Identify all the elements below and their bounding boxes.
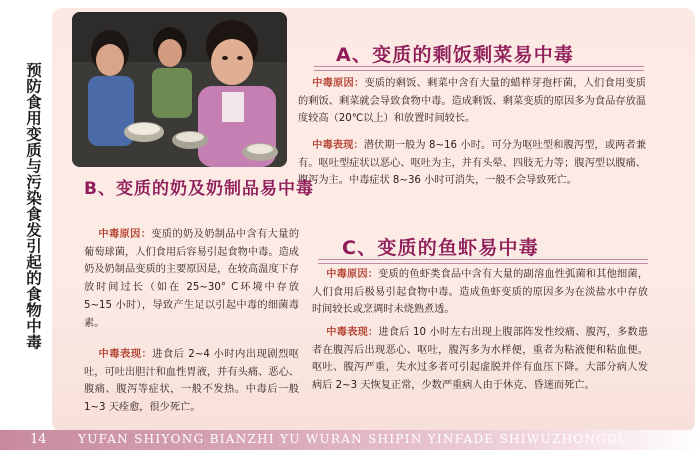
- children-photo: [72, 12, 287, 167]
- symptom-label: 中毒表现：: [98, 349, 153, 360]
- leftovers-cause-paragraph: [298, 75, 646, 128]
- symptom-label: 中毒表现：: [312, 140, 364, 151]
- cause-text: 变质的剩饭、剩菜中含有大量的蜡样芽孢杆菌，人们食用变质的剩饭、剩菜就会导致食物中毒。造成剩饭、剩菜变质的原因多为食品存放温度较高（20℃以上）和放置时间较长。: [298, 78, 646, 125]
- leftovers-symptom-paragraph: [298, 137, 646, 190]
- heading-seafood: C、变质的鱼虾易中毒: [342, 237, 539, 259]
- symptom-text: 潜伏期一般为 8~16 小时。可分为呕吐型和腹泻型，或两者兼有。呕吐型症状以恶心、呕吐为主，并有头晕、四肢无力等；腹泻型以腹痛、腹泻为主。中毒症状 8~36 小时可消失，一般不会导致死亡。: [298, 140, 646, 187]
- dairy-cause-paragraph: [84, 226, 299, 332]
- heading-rule: [314, 66, 644, 71]
- symptom-text: 进食后 2~4 小时内出现剧烈呕吐，可吐出胆汁和血性胃液，并有头痛、恶心、腹痛、腹泻等症状，一般不发热。中毒后一般 1~3 天痊愈，很少死亡。: [84, 349, 299, 414]
- children-photo-illustration: [72, 12, 287, 167]
- cause-text: 变质的鱼虾类食品中含有大量的副溶血性弧菌和其他细菌，人们食用后极易引起食物中毒。造成鱼虾变质的原因多为在淡盐水中存放时间较长或烹调时未烧熟煮透。: [312, 269, 649, 316]
- seafood-cause-paragraph: [312, 266, 648, 319]
- cause-label: 中毒原因：: [312, 78, 365, 89]
- footer-running-text: YUFAN SHIYONG BIANZHI YU WURAN SHIPIN YINFADE SHIWUZHONGDU: [78, 432, 630, 446]
- heading-leftovers: A、变质的剩饭剩菜易中毒: [336, 44, 575, 66]
- seafood-symptom-paragraph: [312, 324, 648, 395]
- sidebar-title: 预防食用变质与污染食发引起的食物中毒: [24, 62, 42, 350]
- heading-dairy: B、变质的奶及奶制品易中毒: [84, 179, 314, 199]
- dairy-symptom-paragraph: [84, 346, 299, 417]
- heading-rule: [318, 259, 648, 264]
- cause-label: 中毒原因：: [326, 269, 379, 280]
- symptom-text: 进食后 10 小时左右出现上腹部阵发性绞痛、腹泻，多数患者在腹泻后出现恶心、呕吐，腹泻多为水样便，重者为粘液便和粘血便。呕吐、腹泻严重，失水过多者可引起虚脱并伴有血压下降。大部分病人发病后 2~3 天恢复正常，少数严重病人由于休克、昏迷而死亡。: [312, 327, 649, 392]
- cause-label: 中毒原因：: [98, 229, 152, 240]
- symptom-label: 中毒表现：: [326, 327, 379, 338]
- page-number: 14: [30, 432, 47, 447]
- cause-text: 变质的奶及奶制品中含有大量的葡萄球菌，人们食用后容易引起食物中毒。造成奶及奶制品变质的主要原因是，在较高温度下存放时间过长（如在 25~30° C环境中存放 5~15 小时），导致产生足以引起中毒的细菌毒素。: [84, 229, 300, 329]
